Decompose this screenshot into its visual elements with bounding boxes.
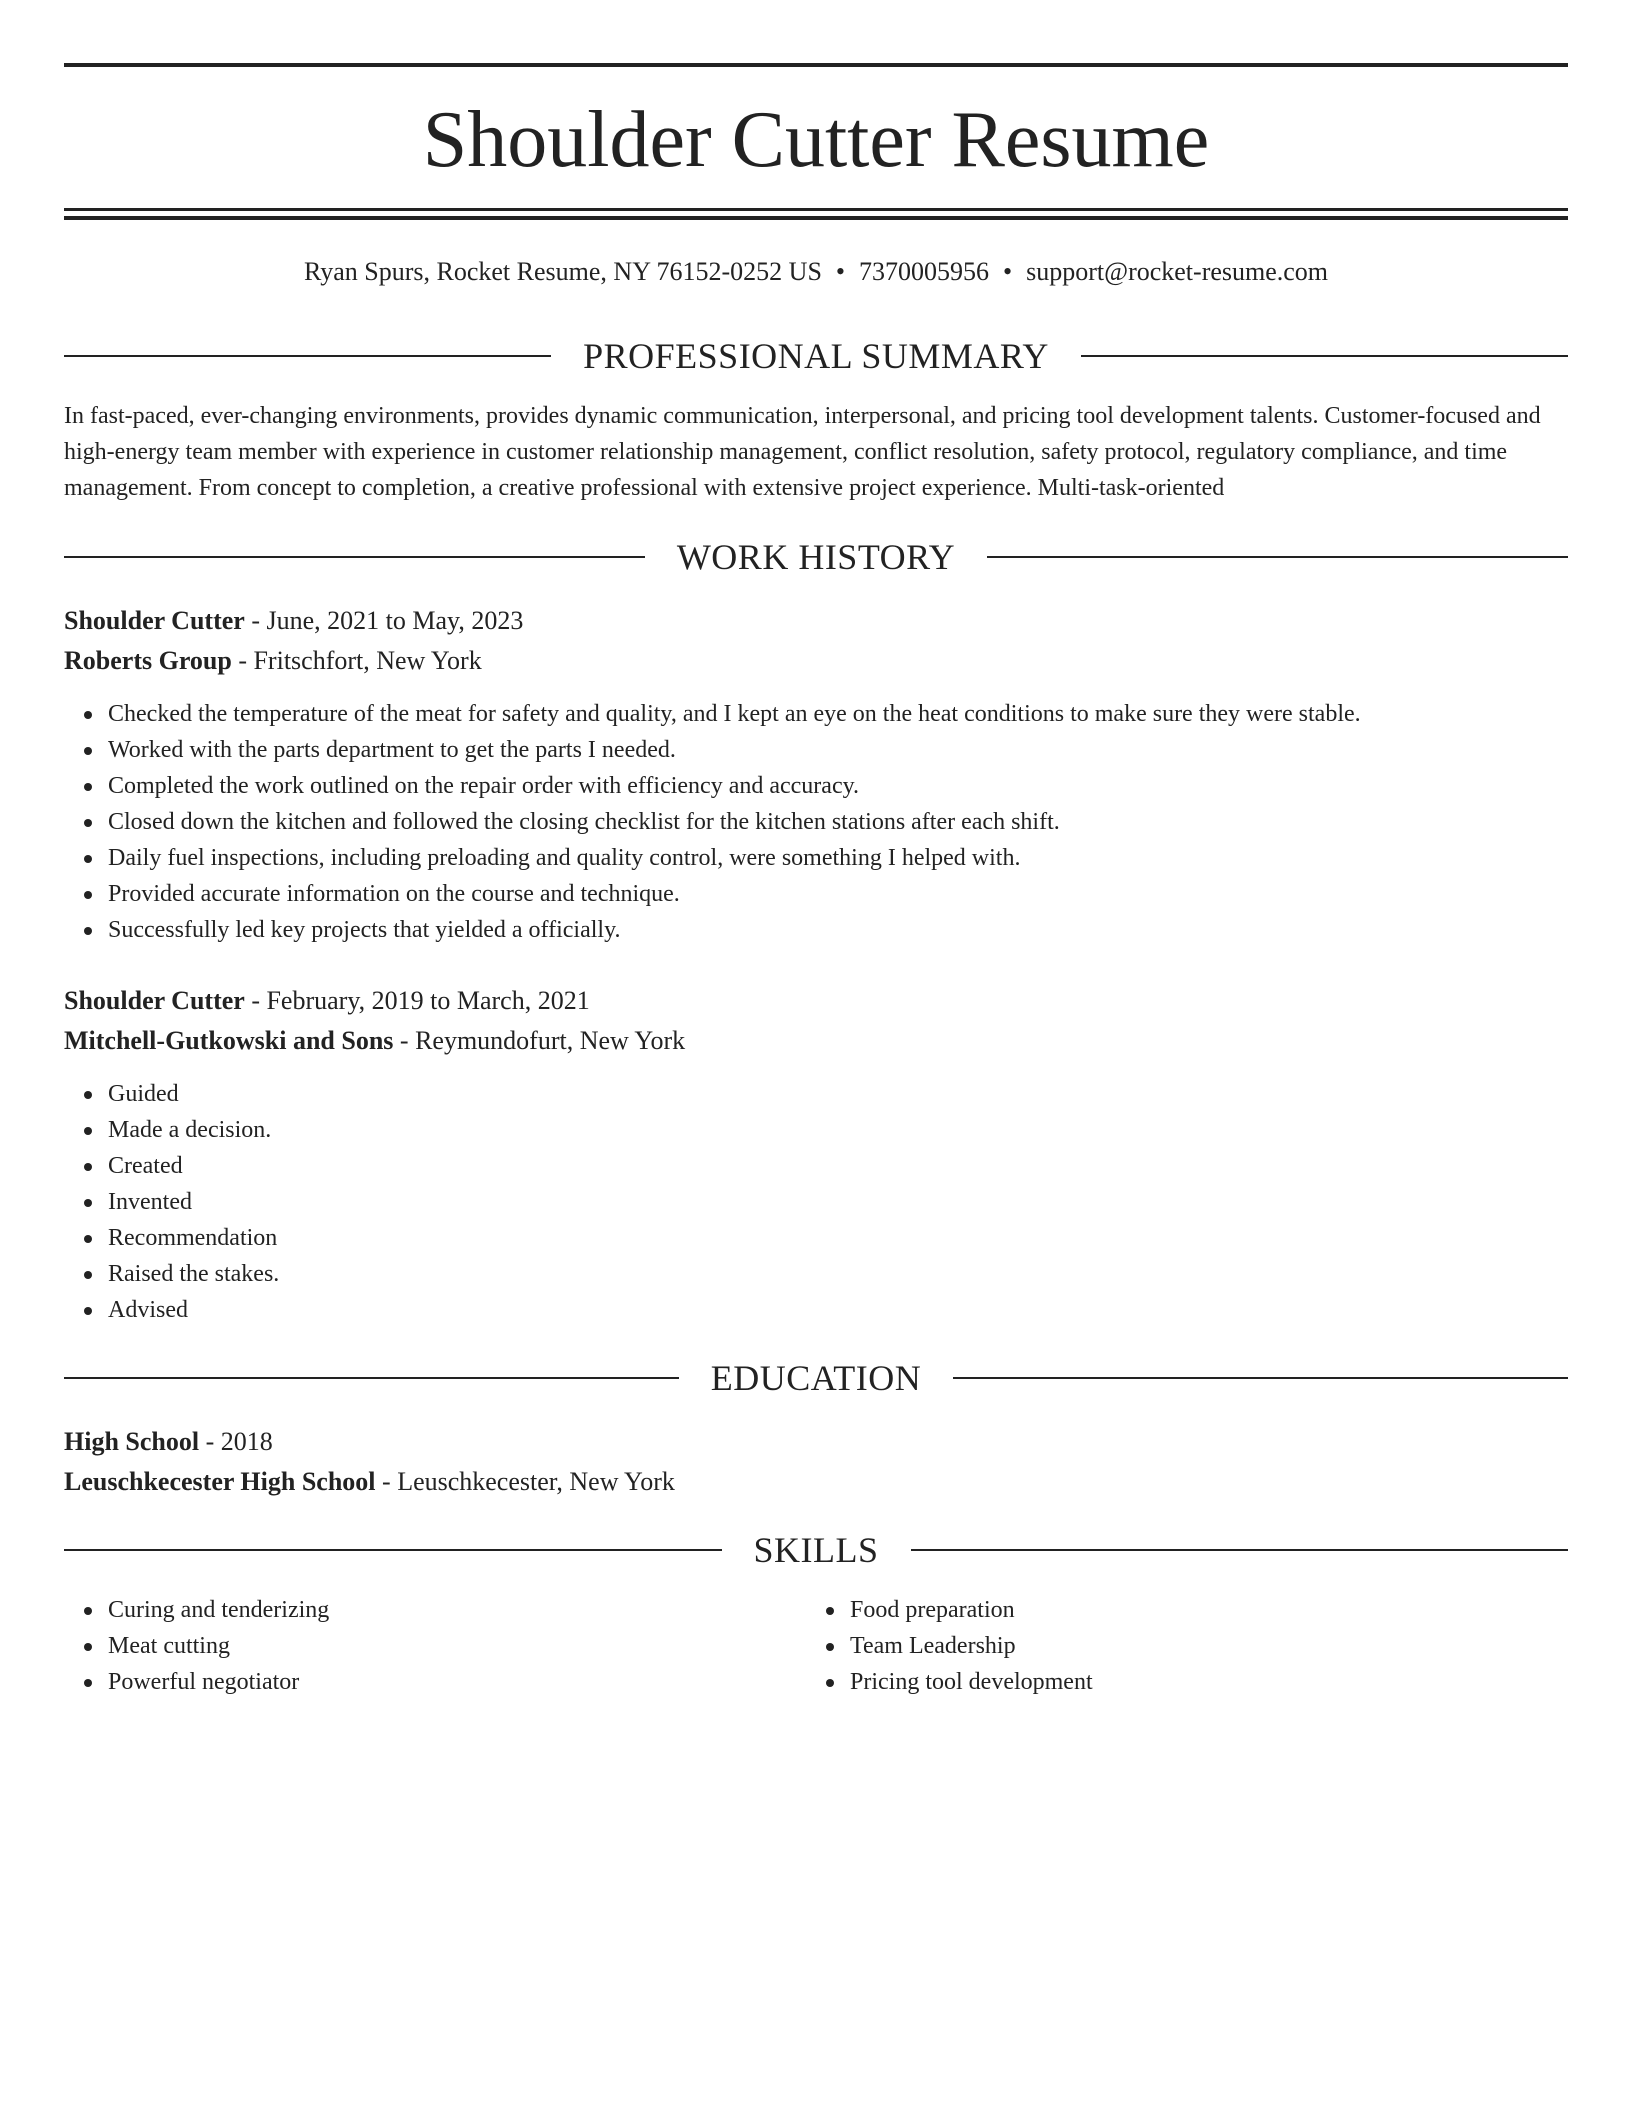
section-title-work: WORK HISTORY [676,537,956,577]
section-rule [64,355,551,357]
section-header-work [64,535,1568,579]
job-bullet: Created [108,1148,1568,1184]
contact-phone: 7370005956 [859,257,990,286]
job-location: - Reymundofurt, New York [393,1026,686,1055]
job-dates: - June, 2021 to May, 2023 [244,606,524,635]
job-bullet: Recommendation [108,1220,1568,1256]
skill-item: Pricing tool development [850,1664,1550,1700]
title-rule-thin [64,208,1568,211]
section-title-education: EDUCATION [710,1358,922,1398]
section-rule [64,556,645,558]
job-bullet: Checked the temperature of the meat for safety and quality, and I kept an eye on the heat conditions to make sure they were stable. [108,696,1568,732]
job-bullet: Raised the stakes. [108,1256,1568,1292]
job-bullet: Made a decision. [108,1112,1568,1148]
top-rule [64,63,1568,67]
skills-list-left [64,1592,808,1700]
skills-list-right [806,1592,1550,1700]
job-title: Shoulder Cutter [64,606,245,635]
section-title-skills: SKILLS [753,1530,879,1570]
job-company: Roberts Group [64,646,232,675]
section-rule [987,556,1568,558]
section-title-summary: PROFESSIONAL SUMMARY [583,336,1049,376]
contact-email: support@rocket-resume.com [1026,257,1329,286]
section-rule [64,1549,722,1551]
skill-item: Team Leadership [850,1628,1550,1664]
contact-line [64,254,1568,290]
skill-item: Food preparation [850,1592,1550,1628]
section-rule [1081,355,1568,357]
education-year: - 2018 [199,1427,273,1456]
job-company: Mitchell-Gutkowski and Sons [64,1026,394,1055]
job-title-line [64,603,1568,639]
job-bullets [64,1076,1568,1328]
job-bullet: Advised [108,1292,1568,1328]
job-bullet: Successfully led key projects that yielded a officially. [108,912,1568,948]
job-bullets [64,696,1568,948]
job-location: - Fritschfort, New York [231,646,482,675]
contact-separator: • [1003,257,1013,286]
contact-separator: • [835,257,846,286]
job-dates: - February, 2019 to March, 2021 [244,986,590,1015]
job-bullet: Daily fuel inspections, including preloading and quality control, were something I helped with. [108,840,1568,876]
summary-paragraph: In fast-paced, ever-changing environments, provides dynamic communication, interpersonal, and pricing tool development talents. Customer-focused and high-energy team member with experience in customer relationship management, conflict resolution, safety protocol, regulatory compliance, and time management. From concept to completion, a creative professional with extensive project experience. Multi-task-oriented [64,403,1541,501]
section-rule [953,1377,1568,1379]
title-rule-thick [64,216,1568,220]
section-rule [911,1549,1569,1551]
job-title: Shoulder Cutter [64,986,245,1015]
section-header-summary [64,334,1568,378]
job-bullet: Closed down the kitchen and followed the closing checklist for the kitchen stations after each shift. [108,804,1568,840]
job-company-line [64,643,1568,679]
education-school-line [64,1464,1568,1500]
job-bullet: Provided accurate information on the course and technique. [108,876,1568,912]
section-header-education [64,1356,1568,1400]
education-location: - Leuschkecester, New York [375,1467,675,1496]
section-rule [64,1377,679,1379]
resume-title: Shoulder Cutter Resume [422,96,1210,184]
job-bullet: Guided [108,1076,1568,1112]
skill-item: Powerful negotiator [108,1664,808,1700]
job-bullet: Invented [108,1184,1568,1220]
education-degree-line [64,1424,1568,1460]
job-company-line [64,1023,1568,1059]
education-degree: High School [64,1427,200,1456]
job-title-line [64,983,1568,1019]
job-bullet: Completed the work outlined on the repair order with efficiency and accuracy. [108,768,1568,804]
education-school: Leuschkecester High School [64,1467,376,1496]
job-bullet: Worked with the parts department to get the parts I needed. [108,732,1568,768]
skill-item: Meat cutting [108,1628,808,1664]
contact-address: Ryan Spurs, Rocket Resume, NY 76152-0252 US [303,257,822,286]
skill-item: Curing and tenderizing [108,1592,808,1628]
section-header-skills [64,1528,1568,1572]
